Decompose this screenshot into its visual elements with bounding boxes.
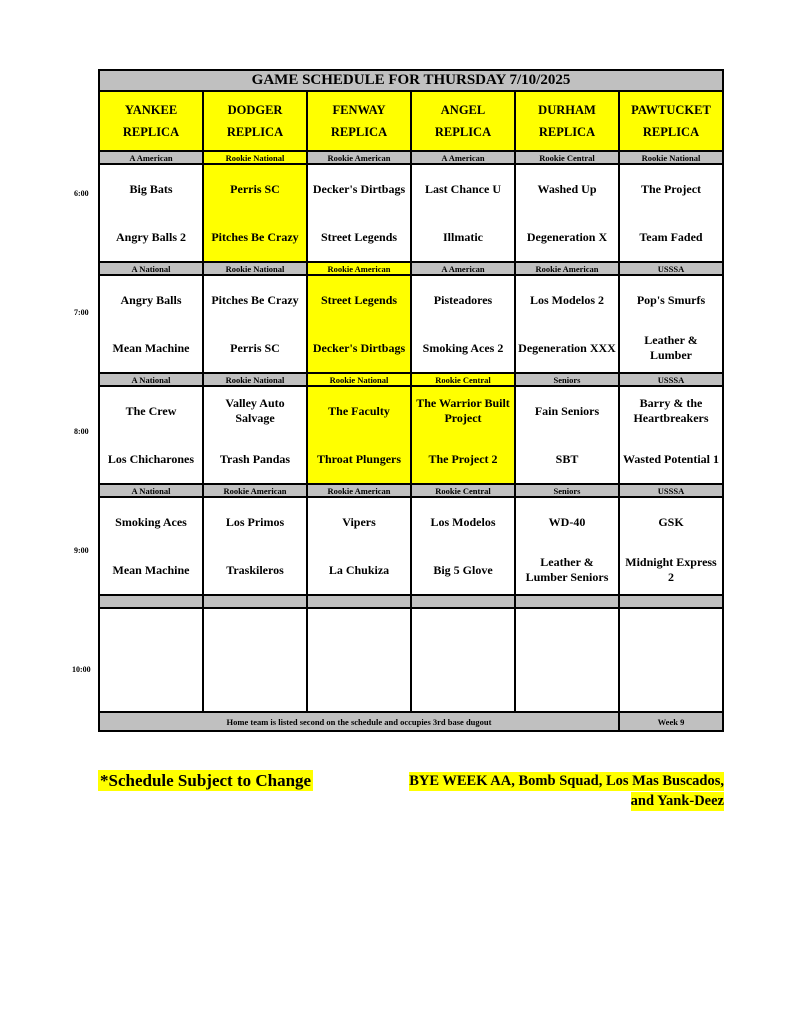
division-label: A National <box>99 262 203 275</box>
home-team-row <box>99 435 723 484</box>
away-team-row <box>99 497 723 546</box>
empty-cell <box>203 608 307 712</box>
home-team: Big 5 Glove <box>411 546 515 595</box>
away-team: Last Chance U <box>411 164 515 213</box>
away-team: Valley Auto Salvage <box>203 386 307 435</box>
home-team: La Chukiza <box>307 546 411 595</box>
away-team: Los Modelos <box>411 497 515 546</box>
home-team: Trash Pandas <box>203 435 307 484</box>
field-header: ANGEL REPLICA <box>411 91 515 151</box>
home-team-row <box>99 546 723 595</box>
away-team-row <box>99 275 723 324</box>
division-label: A National <box>99 484 203 497</box>
bye-week-note-cont: and Yank-Deez <box>630 793 724 809</box>
home-team: Mean Machine <box>99 546 203 595</box>
empty-cell <box>99 608 203 712</box>
division-label <box>203 595 307 608</box>
division-label: Seniors <box>515 373 619 386</box>
away-team: Barry & the Heartbreakers <box>619 386 723 435</box>
division-label: USSSA <box>619 373 723 386</box>
division-label: A American <box>411 262 515 275</box>
field-header: PAWTUCKET REPLICA <box>619 91 723 151</box>
empty-cell <box>515 608 619 712</box>
home-team: Perris SC <box>203 324 307 373</box>
field-header: FENWAY REPLICA <box>307 91 411 151</box>
week-label: Week 9 <box>619 712 723 731</box>
division-row <box>99 373 723 386</box>
time-label: 6:00 <box>74 189 89 198</box>
away-team: GSK <box>619 497 723 546</box>
away-team-row <box>99 164 723 213</box>
empty-cell <box>411 608 515 712</box>
division-label: Rookie Central <box>411 484 515 497</box>
home-team: Wasted Potential 1 <box>619 435 723 484</box>
away-team: Pop's Smurfs <box>619 275 723 324</box>
home-team: Angry Balls 2 <box>99 213 203 262</box>
home-team: Team Faded <box>619 213 723 262</box>
away-team: Los Primos <box>203 497 307 546</box>
division-label: Rookie Central <box>411 373 515 386</box>
division-label: Rookie National <box>203 262 307 275</box>
home-team: Leather & Lumber <box>619 324 723 373</box>
division-label <box>515 595 619 608</box>
division-row <box>99 595 723 608</box>
bye-week-note: BYE WEEK AA, Bomb Squad, Los Mas Buscados, <box>409 773 724 789</box>
home-team: Street Legends <box>307 213 411 262</box>
away-team-row <box>99 386 723 435</box>
division-label: Rookie National <box>307 373 411 386</box>
home-team-note: Home team is listed second on the schedule and occupies 3rd base dugout <box>99 712 619 731</box>
home-team: Leather & Lumber Seniors <box>515 546 619 595</box>
home-team: Smoking Aces 2 <box>411 324 515 373</box>
division-label: Rookie National <box>203 373 307 386</box>
field-header: DURHAM REPLICA <box>515 91 619 151</box>
division-row <box>99 262 723 275</box>
away-team: Fain Seniors <box>515 386 619 435</box>
division-row <box>99 151 723 164</box>
division-row <box>99 484 723 497</box>
away-team: Street Legends <box>307 275 411 324</box>
away-team: Washed Up <box>515 164 619 213</box>
away-team: Los Modelos 2 <box>515 275 619 324</box>
home-team: The Project 2 <box>411 435 515 484</box>
empty-cell <box>307 608 411 712</box>
home-team: Los Chicharones <box>99 435 203 484</box>
away-team: Perris SC <box>203 164 307 213</box>
empty-slot-row <box>99 608 723 712</box>
time-label: 8:00 <box>74 427 89 436</box>
home-team: Degeneration XXX <box>515 324 619 373</box>
division-label <box>619 595 723 608</box>
division-label: Rookie American <box>307 262 411 275</box>
home-team: Pitches Be Crazy <box>203 213 307 262</box>
division-label: A National <box>99 373 203 386</box>
division-label: Rookie National <box>203 151 307 164</box>
home-team: Midnight Express 2 <box>619 546 723 595</box>
schedule-change-note: *Schedule Subject to Change <box>100 771 312 790</box>
home-team: Traskileros <box>203 546 307 595</box>
away-team: The Warrior Built Project <box>411 386 515 435</box>
away-team: Big Bats <box>99 164 203 213</box>
schedule-table <box>98 69 724 732</box>
division-label <box>99 595 203 608</box>
field-header-row <box>99 91 723 151</box>
division-label: USSSA <box>619 262 723 275</box>
division-label: Rookie American <box>515 262 619 275</box>
away-team: The Faculty <box>307 386 411 435</box>
home-team: Throat Plungers <box>307 435 411 484</box>
away-team: The Project <box>619 164 723 213</box>
away-team: Angry Balls <box>99 275 203 324</box>
division-label: Rookie National <box>619 151 723 164</box>
page-title: GAME SCHEDULE FOR THURSDAY 7/10/2025 <box>99 70 723 91</box>
footer-row <box>99 712 723 731</box>
division-label: A American <box>99 151 203 164</box>
time-label: 10:00 <box>72 665 91 674</box>
away-team: WD-40 <box>515 497 619 546</box>
division-label: Seniors <box>515 484 619 497</box>
away-team: Smoking Aces <box>99 497 203 546</box>
away-team: Pitches Be Crazy <box>203 275 307 324</box>
division-label: A American <box>411 151 515 164</box>
home-team-row <box>99 324 723 373</box>
division-label: Rookie American <box>307 484 411 497</box>
division-label <box>307 595 411 608</box>
division-label: Rookie American <box>203 484 307 497</box>
time-label: 7:00 <box>74 308 89 317</box>
field-header: YANKEE REPLICA <box>99 91 203 151</box>
division-label: Rookie American <box>307 151 411 164</box>
away-team: The Crew <box>99 386 203 435</box>
home-team: Mean Machine <box>99 324 203 373</box>
empty-cell <box>619 608 723 712</box>
home-team: SBT <box>515 435 619 484</box>
field-header: DODGER REPLICA <box>203 91 307 151</box>
home-team-row <box>99 213 723 262</box>
home-team: Degeneration X <box>515 213 619 262</box>
division-label: USSSA <box>619 484 723 497</box>
away-team: Pisteadores <box>411 275 515 324</box>
home-team: Illmatic <box>411 213 515 262</box>
away-team: Vipers <box>307 497 411 546</box>
away-team: Decker's Dirtbags <box>307 164 411 213</box>
home-team: Decker's Dirtbags <box>307 324 411 373</box>
division-label: Rookie Central <box>515 151 619 164</box>
time-label: 9:00 <box>74 546 89 555</box>
division-label <box>411 595 515 608</box>
